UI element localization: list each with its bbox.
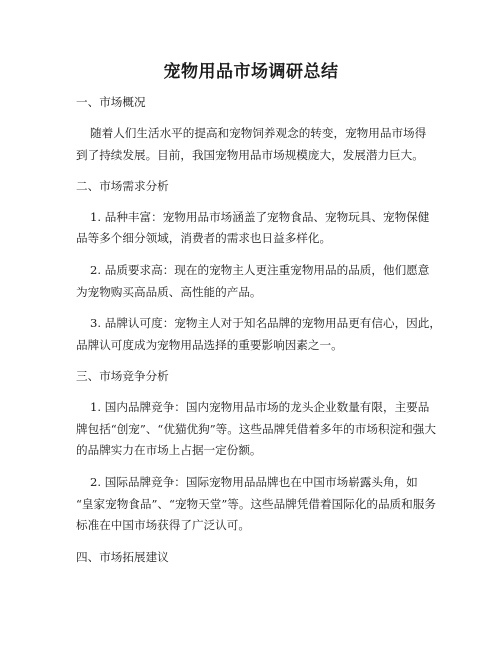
section-heading-competition: 三、市场竞争分析 xyxy=(76,369,169,383)
paragraph-line: 的品牌实力在市场上占据一定份额。 xyxy=(76,443,262,457)
paragraph-line: 为宠物购买高品质、高性能的产品。 xyxy=(76,285,262,299)
section-heading-expansion: 四、市场拓展建议 xyxy=(76,550,169,564)
paragraph-line: 牌包括“创宠”、“优猫优狗”等。这些品牌凭借着多年的市场积淀和强大 xyxy=(76,422,436,436)
paragraph-line: 2. 品质要求高：现在的宠物主人更注重宠物用品的品质，他们愿意 xyxy=(90,263,430,277)
paragraph-line: 到了持续发展。目前，我国宠物用品市场规模庞大，发展潜力巨大。 xyxy=(76,148,424,162)
section-heading-overview: 一、市场概况 xyxy=(76,95,146,109)
paragraph-line: 品等多个细分领域，消费者的需求也日益多样化。 xyxy=(76,231,332,245)
paragraph-line: 品牌认可度成为宠物用品选择的重要影响因素之一。 xyxy=(76,338,343,352)
paragraph-line: 标准在中国市场获得了广泛认可。 xyxy=(76,518,250,532)
paragraph-line: 1. 品种丰富：宠物用品市场涵盖了宠物食品、宠物玩具、宠物保健 xyxy=(90,210,430,224)
paragraph-line: 3. 品牌认可度：宠物主人对于知名品牌的宠物用品更有信心，因此， xyxy=(90,316,441,330)
document-title: 宠物用品市场调研总结 xyxy=(163,62,339,82)
paragraph-line: 随着人们生活水平的提高和宠物饲养观念的转变，宠物用品市场得 xyxy=(90,126,427,140)
paragraph-line: 1. 国内品牌竞争：国内宠物用品市场的龙头企业数量有限，主要品 xyxy=(90,400,430,414)
section-heading-demand: 二、市场需求分析 xyxy=(76,179,169,193)
paragraph-line: “皇家宠物食品”、“宠物天堂”等。这些品牌凭借着国际化的品质和服务 xyxy=(76,497,436,511)
paragraph-line: 2. 国际品牌竞争：国际宠物用品品牌也在中国市场崭露头角，如 xyxy=(90,475,418,489)
